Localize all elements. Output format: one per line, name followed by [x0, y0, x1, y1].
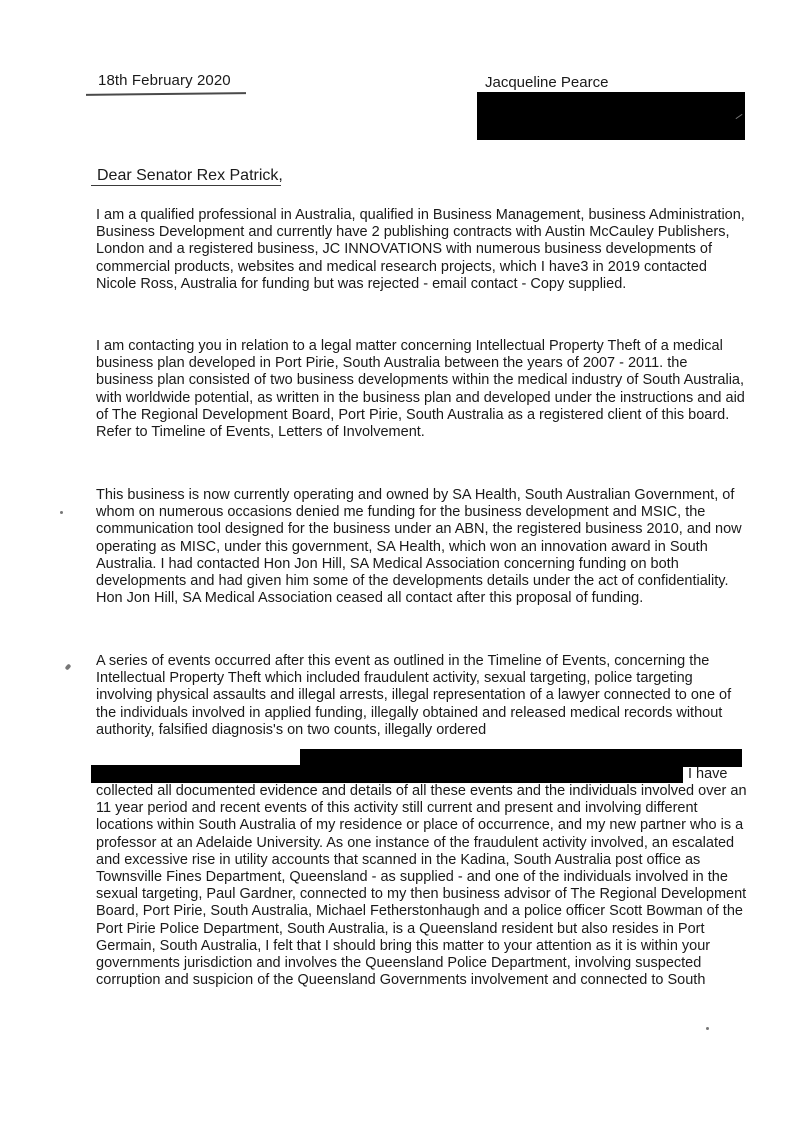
scan-speck [706, 1027, 709, 1030]
scan-speck [65, 663, 72, 670]
sender-name: Jacqueline Pearce [485, 74, 609, 91]
date-underline [86, 92, 246, 96]
salutation: Dear Senator Rex Patrick, [97, 167, 283, 184]
paragraph-sa-health: This business is now currently operating and owned by SA Health, South Australian Government, of whom on numerous occasions denied me funding for the business development and MSIC, the communication tool designed for the business under an ABN, the registered business 2010, and now operating as MISC, under this government, SA Health, which won an innovation award in South Australia. I had contacted Hon Jon Hill, SA Medical Association concerning funding on both developments and had given him some of the developments details under the act of confidentiality. Hon Jon Hill, SA Medical Association ceased all contact after this proposal of funding. [96, 487, 742, 607]
paragraph-qualifications: I am a qualified professional in Australia, qualified in Business Management, business Administration, Business Development and currently have 2 publishing contracts with Austin McCauley Publishers, London and a registered business, JC INNOVATIONS with numerous business developments of commercial products, websites and medical research projects, which I have3 in 2019 contacted Nicole Ross, Australia for funding but was rejected - email contact - Copy supplied. [96, 207, 745, 292]
letter-date: 18th February 2020 [98, 72, 231, 89]
scan-speck [60, 511, 63, 514]
redacted-text-line [91, 765, 683, 783]
salutation-underline [91, 185, 281, 186]
paragraph-evidence-collected: collected all documented evidence and details of all these events and the individuals involved over an 11 year period and recent events of this activity still current and present and involving different locations within South Australia of my residence or place of occurrence, and my new partner who is a professor at an Adelaide University. As one instance of the fraudulent activity involved, an escalated and excessive rise in utility accounts that scanned in the Kadina, South Australia post office as Townsville Fines Department, Queensland - as supplied - and one of the individuals involved in the sexual targeting, Paul Gardner, connected to my then business advisor of The Regional Development Board, Port Pirie, South Australia, Michael Fetherstonhaugh and a police officer Scott Bowman of the Port Pirie Police Department, South Australia, is a Queensland resident but also resides in Port Germain, South Australia, I felt that I should bring this matter to your attention as it is within your governments jurisdiction and involves the Queensland Police Department, involving suspected corruption and suspicion of the Queensland Governments involvement and connected to South [96, 783, 747, 989]
paragraph-continuation-fragment: I have [688, 766, 728, 782]
redacted-address-block [477, 92, 745, 140]
paragraph-ip-theft: I am contacting you in relation to a legal matter concerning Intellectual Property Theft of a medical business plan developed in Port Pirie, South Australia between the years of 2007 - 2011. the business plan consisted of two business developments within the medical industry of South Australia, with worldwide potential, as written in the business plan and developed under the instructions and aid of The Regional Development Board, Port Pirie, South Australia as a registered client of this board. Refer to Timeline of Events, Letters of Involvement. [96, 338, 745, 441]
paragraph-series-of-events: A series of events occurred after this event as outlined in the Timeline of Events, concerning the Intellectual Property Theft which included fraudulent activity, sexual targeting, police targeting involving physical assaults and illegal arrests, illegal representation of a lawyer connected to one of the individuals involved in applied funding, illegally obtained and released medical records without authority, falsified diagnosis's on two counts, illegally ordered [96, 653, 732, 738]
